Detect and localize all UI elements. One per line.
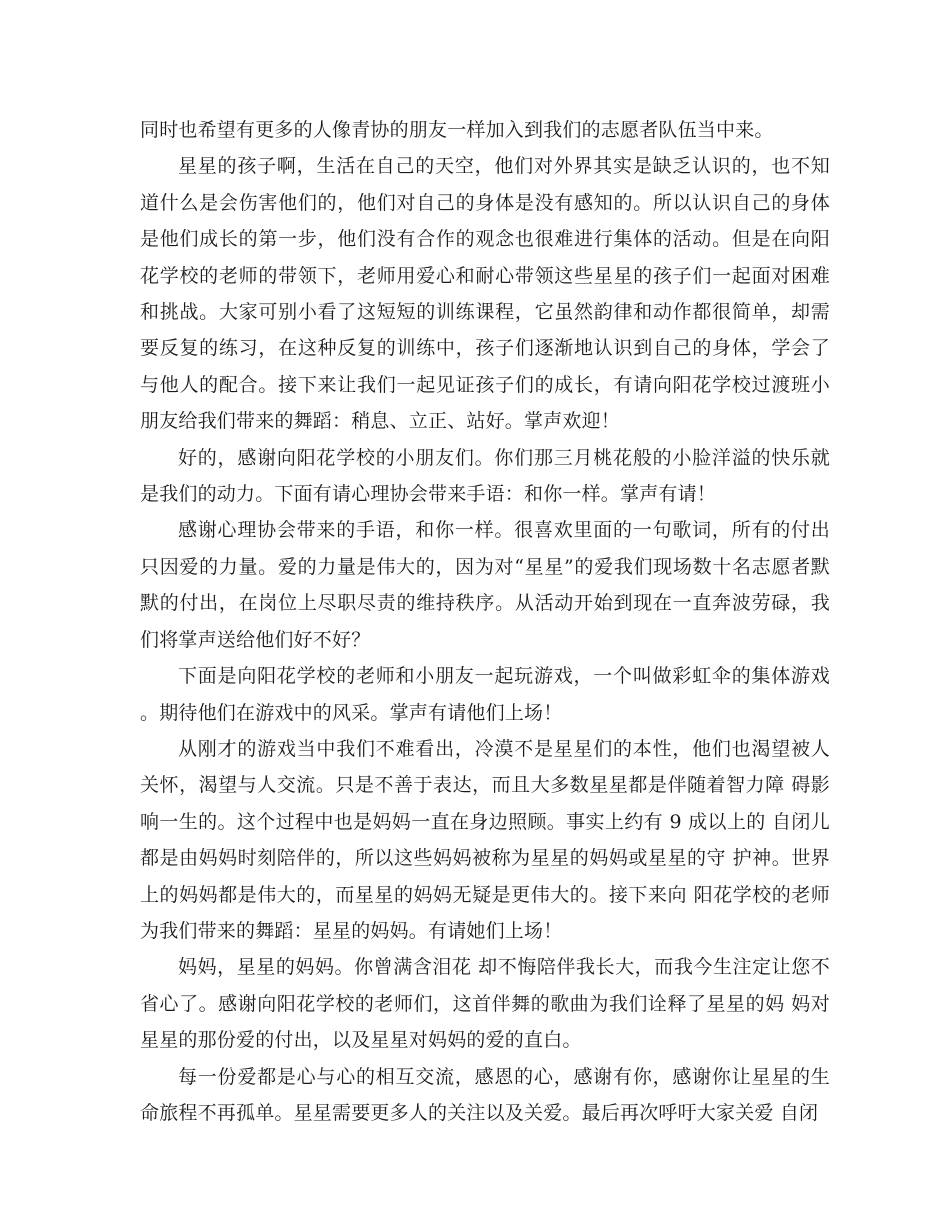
paragraph-5: 下面是向阳花学校的老师和小朋友一起玩游戏，一个叫做彩虹伞的集体游戏 。期待他们在游戏中的风采。掌声有请他们上场！ <box>140 665 830 724</box>
paragraph-4: 感谢心理协会带来的手语，和你一样。很喜欢里面的一句歌词，所有的付出只因爱的力量。爱的力量是伟大的，因为对“星星”的爱我们现场数十名志愿者默默的付出，在岗位上尽职尽责的维持秩序。从活动开始到现在一直奔波劳碌，我们将掌声送给他们好不好？ <box>140 519 830 651</box>
paragraph-3: 好的，感谢向阳花学校的小朋友们。你们那三月桃花般的小脸洋溢的快乐就是我们的动力。下面有请心理协会带来手语：和你一样。掌声有请！ <box>140 446 830 506</box>
paragraph-1: 同时也希望有更多的人像青协的朋友一样加入到我们的志愿者队伍当中来。 <box>140 119 774 141</box>
paragraph-7: 妈妈，星星的妈妈。你曾满含泪花 却不悔陪伴我长大，而我今生注定让您不省心了。感谢向阳花学校的老师们，这首伴舞的歌曲为我们诠释了星星的妈 妈对星星的那份爱的付出，以及星星对妈妈的爱的直白。 <box>140 956 830 1052</box>
paragraph-8: 每一份爱都是心与心的相互交流，感恩的心，感谢有你，感谢你让星星的生命旅程不再孤单。星星需要更多人的关注以及关爱。最后再次呼吁大家关爱 自闭 <box>140 1065 830 1124</box>
paragraph-6: 从刚才的游戏当中我们不难看出，冷漠不是星星们的本性，他们也渴望被人关怀，渴望与人交流。只是不善于表达，而且大多数星星都是伴随着智力障 碍影响一生的。这个过程中也是妈妈一直在身边照顾。事实上约有 9 成以上的 自闭儿都是由妈妈时刻陪伴的，所以这些妈妈被称为星星的妈妈或星星的守 护神。世界上的妈妈都是伟大的，而星星的妈妈无疑是更伟大的。接下来向 阳花学校的老师为我们带来的舞蹈：星星的妈妈。有请她们上场！ <box>140 737 830 942</box>
document-body <box>140 112 830 1131</box>
paragraph-2: 星星的孩子啊，生活在自己的天空，他们对外界其实是缺乏认识的，也不知道什么是会伤害他们的，他们对自己的身体是没有感知的。所以认识自己的身体是他们成长的第一步，他们没有合作的观念也很难进行集体的活动。但是在向阳花学校的老师的带领下，老师用爱心和耐心带领这些星星的孩子们一起面对困难和挑战。大家可别小看了这短短的训练课程，它虽然韵律和动作都很简单，却需要反复的练习，在这种反复的训练中，孩子们逐渐地认识到自己的身体，学会了与他人的配合。接下来让我们一起见证孩子们的成长，有请向阳花学校过渡班小朋友给我们带来的舞蹈：稍息、立正、站好。掌声欢迎！ <box>140 155 830 433</box>
